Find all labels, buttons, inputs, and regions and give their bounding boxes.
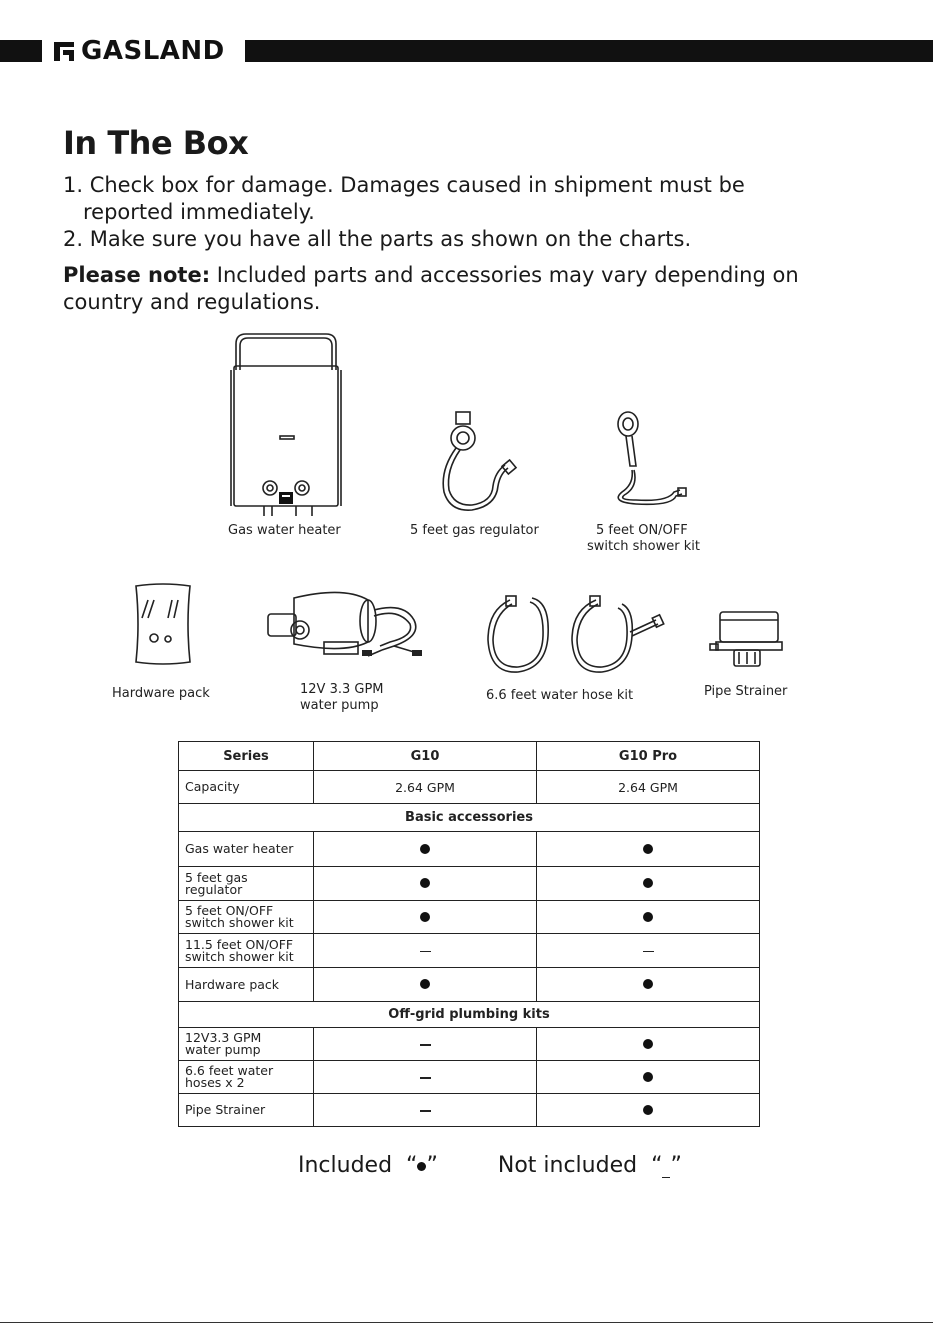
capacity-g10-pro: 2.64 GPM <box>537 771 760 804</box>
included-dot-icon <box>643 1105 653 1115</box>
page-title: In The Box <box>63 124 249 162</box>
caption-shower-a: 5 feet ON/OFF <box>596 523 688 538</box>
header-series: Series <box>179 742 314 771</box>
instruction-2: 2. Make sure you have all the parts as shown on the charts. <box>63 227 692 251</box>
legend-not-included-symbol: “ ” <box>644 1153 682 1178</box>
included-dot-icon <box>643 878 653 888</box>
brand-name: GASLAND <box>81 36 225 66</box>
not-included-dash-icon <box>420 1044 431 1046</box>
row-label <box>179 1028 314 1061</box>
included-dot-icon <box>643 1072 653 1082</box>
table-row <box>179 867 760 901</box>
gasland-logo-icon <box>52 39 76 63</box>
row-label-line: 5 feet ON/OFF <box>185 903 274 918</box>
cell-g10 <box>314 1061 537 1094</box>
cell-g10 <box>314 1094 537 1127</box>
row-label <box>179 1094 314 1127</box>
table-row <box>179 1094 760 1127</box>
row-label-line: regulator <box>185 881 243 897</box>
water-pump-image <box>264 584 436 670</box>
capacity-label: Capacity <box>179 771 314 804</box>
offgrid-rows <box>179 1028 760 1127</box>
caption-regulator: 5 feet gas regulator <box>410 523 539 538</box>
bottom-rule <box>0 1322 933 1323</box>
row-label-line: hoses x 2 <box>185 1075 245 1090</box>
legend-not-included <box>498 1153 682 1178</box>
row-label-line: Hardware pack <box>185 976 280 992</box>
table-row <box>179 968 760 1002</box>
included-dot-icon <box>643 1039 653 1049</box>
caption-hardware: Hardware pack <box>112 686 210 701</box>
row-label-line: 5 feet gas <box>185 869 248 885</box>
cell-g10-pro <box>537 901 760 934</box>
included-dot-icon <box>420 912 430 922</box>
row-label <box>179 901 314 934</box>
row-label <box>179 1061 314 1094</box>
cell-g10-pro <box>537 867 760 901</box>
caption-pump-a: 12V 3.3 GPM <box>300 682 384 697</box>
row-label-line: 6.6 feet water <box>185 1063 274 1078</box>
legend-dot-icon <box>417 1162 426 1171</box>
section-basic <box>179 804 760 832</box>
basic-rows <box>179 832 760 1002</box>
caption-heater: Gas water heater <box>228 523 341 538</box>
note-label: Please note: <box>63 263 211 287</box>
table-row-capacity <box>179 771 760 804</box>
cell-g10-pro <box>537 1094 760 1127</box>
caption-pump-b: water pump <box>300 698 379 713</box>
cell-g10-pro <box>537 1061 760 1094</box>
row-label-line: Gas water heater <box>185 841 294 856</box>
row-label-line: water pump <box>185 1042 261 1057</box>
legend-included <box>298 1153 438 1178</box>
table-row <box>179 832 760 867</box>
caption-shower-b: switch shower kit <box>587 539 700 554</box>
table-row <box>179 901 760 934</box>
accessories-table <box>178 741 760 1127</box>
row-label <box>179 867 314 901</box>
header-bar-right <box>245 40 933 62</box>
row-label-line: Pipe Strainer <box>185 1102 266 1117</box>
legend-dash-icon <box>662 1177 670 1179</box>
instruction-1-line-b: reported immediately. <box>83 200 315 224</box>
header-bar-left <box>0 40 42 62</box>
included-dot-icon <box>643 979 653 989</box>
caption-hose: 6.6 feet water hose kit <box>486 688 634 703</box>
cell-g10 <box>314 867 537 901</box>
included-dot-icon <box>420 878 430 888</box>
table-row <box>179 1028 760 1061</box>
legend-not-included-text: Not included <box>497 1153 638 1178</box>
cell-g10 <box>314 832 537 867</box>
table-row <box>179 1061 760 1094</box>
instruction-1-line-a: 1. Check box for damage. Damages caused in shipment must be <box>63 173 745 197</box>
header-g10-pro: G10 Pro <box>537 742 760 771</box>
included-dot-icon <box>420 844 430 854</box>
cell-g10 <box>314 901 537 934</box>
not-included-dash-icon <box>420 951 431 953</box>
included-dot-icon <box>643 844 653 854</box>
included-dot-icon <box>643 912 653 922</box>
shower-kit-image <box>606 410 688 510</box>
gas-water-heater-image <box>226 330 346 522</box>
included-dot-icon <box>420 979 430 989</box>
header-g10: G10 <box>314 742 537 771</box>
water-hose-kit-image <box>484 590 666 676</box>
row-label <box>179 934 314 968</box>
cell-g10 <box>314 968 537 1002</box>
cell-g10 <box>314 934 537 968</box>
not-included-dash-icon <box>420 1077 431 1079</box>
please-note <box>63 262 863 316</box>
cell-g10-pro <box>537 832 760 867</box>
row-label-line: switch shower kit <box>185 948 294 964</box>
cell-g10-pro <box>537 968 760 1002</box>
not-included-dash-icon <box>643 951 654 953</box>
row-label <box>179 832 314 867</box>
legend-included-symbol: “ ” <box>399 1153 438 1178</box>
capacity-g10: 2.64 GPM <box>314 771 537 804</box>
table-header-row <box>179 742 760 771</box>
note-text: Included parts and accessories may vary depending on country and regulations. <box>63 263 799 314</box>
row-label-line: switch shower kit <box>185 915 294 930</box>
table-row <box>179 934 760 968</box>
section-offgrid <box>179 1002 760 1028</box>
pipe-strainer-image <box>706 608 784 670</box>
row-label-line: 12V3.3 GPM <box>185 1030 262 1045</box>
row-label <box>179 968 314 1002</box>
section-offgrid-label: Off-grid plumbing kits <box>179 1002 760 1028</box>
caption-strainer: Pipe Strainer <box>704 684 788 699</box>
row-label-line: 11.5 feet ON/OFF <box>185 936 294 952</box>
section-basic-label: Basic accessories <box>179 804 760 832</box>
instruction-1 <box>63 172 843 226</box>
legend <box>298 1153 682 1178</box>
legend-included-text: Included <box>298 1153 393 1178</box>
gas-regulator-image <box>436 410 520 516</box>
hardware-pack-image <box>132 582 194 666</box>
cell-g10-pro <box>537 934 760 968</box>
cell-g10-pro <box>537 1028 760 1061</box>
brand-logo <box>52 36 225 66</box>
not-included-dash-icon <box>420 1110 431 1112</box>
cell-g10 <box>314 1028 537 1061</box>
